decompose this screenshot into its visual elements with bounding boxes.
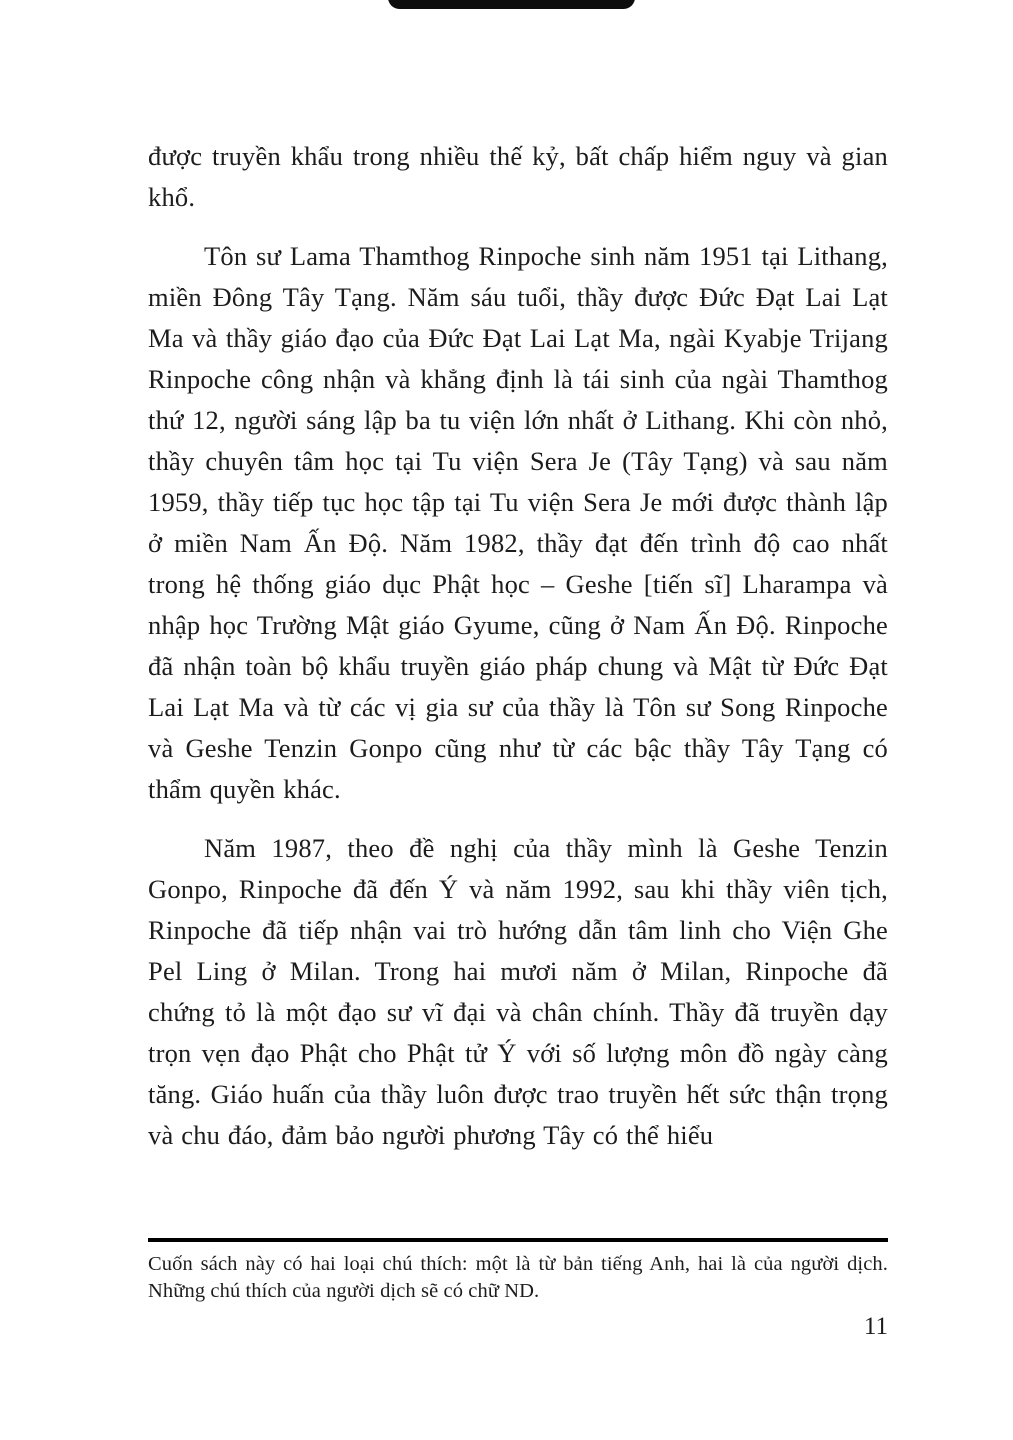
page-text-block bbox=[148, 136, 888, 1174]
footnote-section bbox=[148, 1238, 888, 1305]
paragraph-milan: Năm 1987, theo đề nghị của thầy mình là Geshe Tenzin Gonpo, Rinpoche đã đến Ý và năm 1992, sau khi thầy viên tịch, Rinpoche đã tiếp nhận vai trò hướng dẫn tâm linh cho Viện Ghe Pel Ling ở Milan. Trong hai mươi năm ở Milan, Rinpoche đã chứng tỏ là một đạo sư vĩ đại và chân chính. Thầy đã truyền dạy trọn vẹn đạo Phật cho Phật tử Ý với số lượng môn đồ ngày càng tăng. Giáo huấn của thầy luôn được trao truyền hết sức thận trọng và chu đáo, đảm bảo người phương Tây có thể hiểu bbox=[148, 833, 888, 1150]
paragraph-continued: được truyền khẩu trong nhiều thế kỷ, bất chấp hiểm nguy và gian khổ. bbox=[148, 141, 888, 212]
top-edge-bar bbox=[388, 0, 635, 9]
paragraph-biography: Tôn sư Lama Thamthog Rinpoche sinh năm 1951 tại Lithang, miền Đông Tây Tạng. Năm sáu tuổi, thầy được Đức Đạt Lai Lạt Ma và thầy giáo đạo của Đức Đạt Lai Lạt Ma, ngài Kyabje Trijang Rinpoche công nhận và khẳng định là tái sinh của ngài Thamthog thứ 12, người sáng lập ba tu viện lớn nhất ở Lithang. Khi còn nhỏ, thầy chuyên tâm học tại Tu viện Sera Je (Tây Tạng) và sau năm 1959, thầy tiếp tục học tập tại Tu viện Sera Je mới được thành lập ở miền Nam Ấn Độ. Năm 1982, thầy đạt đến trình độ cao nhất trong hệ thống giáo dục Phật học – Geshe [tiến sĩ] Lharampa và nhập học Trường Mật giáo Gyume, cũng ở Nam Ấn Độ. Rinpoche đã nhận toàn bộ khẩu truyền giáo pháp chung và Mật từ Đức Đạt Lai Lạt Ma và từ các vị gia sư của thầy là Tôn sư Song Rinpoche và Geshe Tenzin Gonpo cũng như từ các bậc thầy Tây Tạng có thẩm quyền khác. bbox=[148, 241, 888, 804]
page-number: 11 bbox=[863, 1313, 888, 1340]
footnote-rule bbox=[148, 1238, 888, 1242]
footnote-text: Cuốn sách này có hai loại chú thích: một là từ bản tiếng Anh, hai là của người dịch. Những chú thích của người dịch sẽ có chữ ND. bbox=[148, 1253, 888, 1302]
